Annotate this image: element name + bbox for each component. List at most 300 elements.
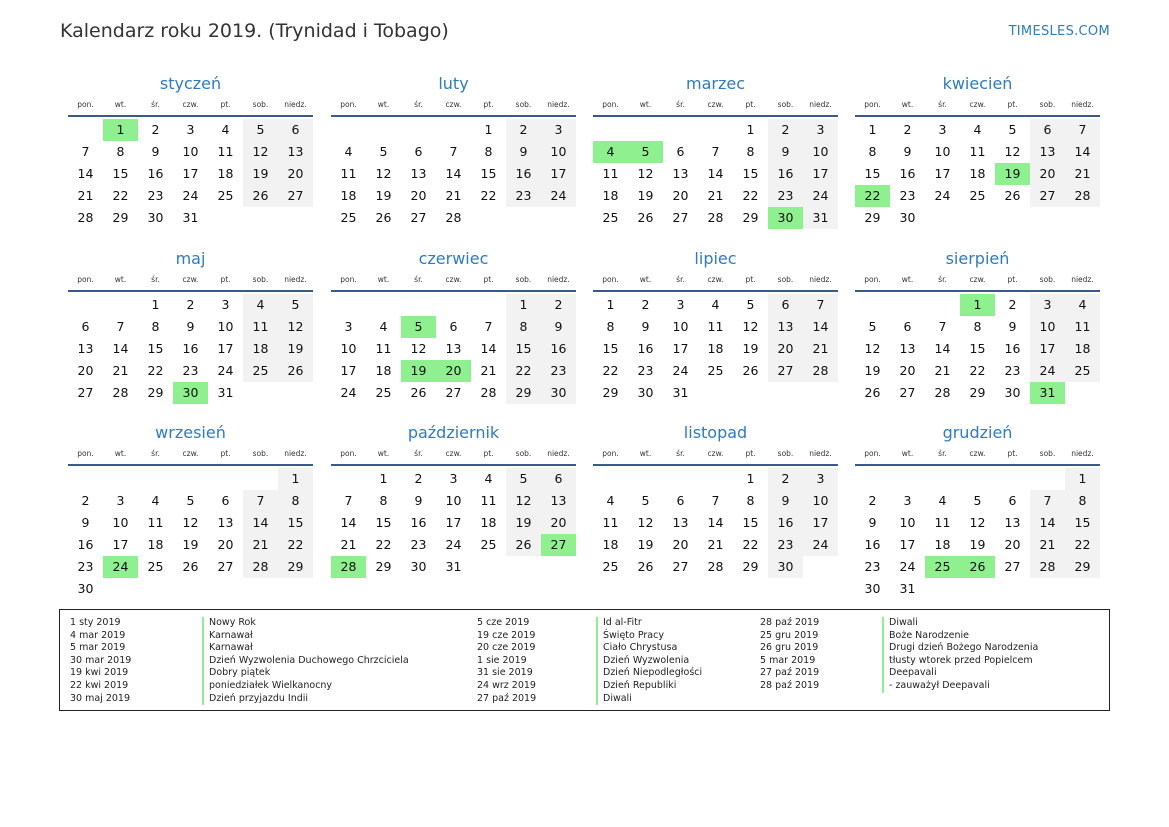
weekday-label: czw.	[707, 275, 724, 284]
holiday-date: 31 sie 2019	[477, 667, 533, 679]
day-cell: 7	[484, 319, 493, 334]
day-cell: 2	[151, 122, 160, 137]
day-cell: 18	[243, 338, 278, 360]
day-cell: 4	[221, 122, 230, 137]
day-cell: 3	[449, 471, 458, 486]
holiday-marker	[596, 617, 598, 705]
weekday-label: sob.	[1039, 100, 1056, 109]
day-cell: 5	[278, 294, 313, 316]
day-cell: 27	[77, 385, 94, 400]
holiday-name: Dzień Republiki	[603, 679, 677, 691]
day-cell: 19	[969, 537, 986, 552]
weekday-label: pt.	[220, 100, 231, 109]
holiday-marker	[202, 617, 204, 705]
day-cell: 11	[1065, 316, 1100, 338]
day-grid	[593, 119, 838, 229]
empty-cell	[436, 294, 471, 316]
day-cell: 12	[506, 490, 541, 512]
day-cell: 23	[410, 537, 427, 552]
day-cell: 22	[375, 537, 392, 552]
holiday-date: 27 paź 2019	[477, 692, 537, 704]
holiday-name: Dzień przyjazdu Indii	[209, 692, 309, 704]
day-cell: 22	[742, 188, 759, 203]
day-cell: 15	[969, 341, 986, 356]
day-cell: 19	[637, 537, 654, 552]
day-cell: 10	[803, 141, 838, 163]
weekday-label: śr.	[414, 449, 423, 458]
day-cell: 26	[506, 534, 541, 556]
day-cell: 6	[449, 319, 458, 334]
weekday-label: czw.	[969, 100, 986, 109]
day-cell: 26	[410, 385, 427, 400]
empty-cell	[331, 294, 366, 316]
weekday-label: pt.	[745, 275, 756, 284]
holiday-name: Święto Pracy	[603, 629, 664, 641]
holiday-date: 1 sty 2019	[70, 617, 121, 628]
day-cell: 19	[637, 188, 654, 203]
empty-cell	[1030, 468, 1065, 490]
day-cell: 21	[803, 338, 838, 360]
day-cell: 3	[186, 122, 195, 137]
day-cell: 19	[243, 163, 278, 185]
day-cell: 2	[768, 468, 803, 490]
day-cell: 26	[864, 385, 881, 400]
day-cell: 3	[803, 468, 838, 490]
day-cell: 27	[1030, 185, 1065, 207]
day-cell: 30	[768, 556, 803, 578]
day-cell: 16	[147, 166, 164, 181]
day-cell: 22	[480, 188, 497, 203]
day-cell: 9	[186, 319, 195, 334]
holiday-name: Dzień Niepodległości	[603, 667, 703, 679]
day-cell: 10	[1030, 316, 1065, 338]
day-cell: 6	[903, 319, 912, 334]
empty-cell	[436, 119, 471, 141]
holiday-day-cell: 27	[541, 534, 576, 556]
day-cell: 24	[1030, 360, 1065, 382]
day-cell: 21	[243, 534, 278, 556]
weekday-label: sob.	[1039, 449, 1056, 458]
day-cell: 20	[1030, 163, 1065, 185]
empty-cell	[698, 468, 733, 490]
day-cell: 25	[375, 385, 392, 400]
day-cell: 6	[676, 493, 685, 508]
day-cell: 26	[182, 559, 199, 574]
weekday-label: pon.	[864, 275, 881, 284]
day-cell: 15	[742, 166, 759, 181]
holiday-name: Id al-Fitr	[603, 617, 642, 628]
day-cell: 19	[506, 512, 541, 534]
day-cell: 11	[243, 316, 278, 338]
day-cell: 15	[480, 166, 497, 181]
month-name: listopad	[683, 423, 748, 442]
day-cell: 16	[899, 166, 916, 181]
weekday-label: niedz.	[284, 100, 307, 109]
day-cell: 16	[182, 341, 199, 356]
weekday-label: pt.	[1007, 100, 1018, 109]
weekday-label: pon.	[602, 449, 619, 458]
weekday-label: pon.	[77, 449, 94, 458]
day-cell: 8	[606, 319, 615, 334]
day-cell: 21	[112, 363, 129, 378]
holiday-name: Nowy Rok	[209, 617, 256, 628]
day-cell: 12	[278, 316, 313, 338]
day-cell: 13	[77, 341, 94, 356]
weekday-header	[68, 446, 313, 466]
day-cell: 22	[742, 537, 759, 552]
page-title: Kalendarz roku 2019. (Trynidad i Tobago)	[60, 20, 449, 42]
holiday-marker	[882, 617, 884, 693]
day-cell: 11	[602, 166, 619, 181]
empty-cell	[663, 119, 698, 141]
weekday-label: sob.	[777, 449, 794, 458]
day-cell: 7	[449, 144, 458, 159]
weekday-label: niedz.	[284, 275, 307, 284]
day-cell: 24	[340, 385, 357, 400]
day-cell: 20	[899, 363, 916, 378]
weekday-label: pt.	[220, 449, 231, 458]
weekday-label: sob.	[515, 100, 532, 109]
holiday-date: 20 cze 2019	[477, 642, 536, 654]
day-cell: 1	[606, 297, 615, 312]
day-cell: 9	[151, 144, 160, 159]
empty-cell	[593, 468, 628, 490]
holiday-day-cell: 22	[855, 185, 890, 207]
weekday-label: śr.	[676, 275, 685, 284]
day-cell: 19	[864, 363, 881, 378]
day-cell: 13	[410, 166, 427, 181]
day-cell: 21	[1030, 534, 1065, 556]
weekday-label: pon.	[602, 100, 619, 109]
day-cell: 24	[182, 188, 199, 203]
holiday-name: Dzień Wyzwolenia	[603, 654, 690, 666]
day-cell: 17	[445, 515, 462, 530]
weekday-label: pon.	[864, 100, 881, 109]
day-cell: 29	[864, 210, 881, 225]
holiday-day-cell: 20	[436, 360, 471, 382]
day-cell: 20	[541, 512, 576, 534]
holiday-name: Karnawał	[209, 629, 253, 641]
weekday-label: niedz.	[547, 275, 570, 284]
day-cell: 1	[868, 122, 877, 137]
day-cell: 12	[637, 166, 654, 181]
day-cell: 10	[340, 341, 357, 356]
day-cell: 20	[768, 338, 803, 360]
holiday-name: - zauważył Deepavali	[889, 679, 990, 691]
day-cell: 3	[116, 493, 125, 508]
day-cell: 30	[864, 581, 881, 596]
day-cell: 16	[864, 537, 881, 552]
weekday-header	[855, 446, 1100, 466]
day-cell: 22	[112, 188, 129, 203]
day-grid	[331, 119, 576, 229]
empty-cell	[593, 119, 628, 141]
holiday-name: Boże Narodzenie	[889, 629, 969, 641]
empty-cell	[698, 119, 733, 141]
day-cell: 27	[768, 360, 803, 382]
day-cell: 26	[375, 210, 392, 225]
day-cell: 11	[147, 515, 164, 530]
day-cell: 2	[541, 294, 576, 316]
day-cell: 1	[1065, 468, 1100, 490]
day-cell: 29	[112, 210, 129, 225]
day-cell: 3	[541, 119, 576, 141]
weekday-label: śr.	[938, 275, 947, 284]
day-cell: 14	[803, 316, 838, 338]
day-cell: 8	[379, 493, 388, 508]
empty-cell	[366, 294, 401, 316]
empty-cell	[401, 294, 436, 316]
day-cell: 12	[410, 341, 427, 356]
weekday-label: czw.	[445, 100, 462, 109]
day-cell: 25	[969, 188, 986, 203]
day-cell: 24	[672, 363, 689, 378]
day-cell: 6	[414, 144, 423, 159]
weekday-label: sob.	[252, 275, 269, 284]
empty-cell	[173, 468, 208, 490]
day-cell: 23	[637, 363, 654, 378]
weekday-label: wt.	[901, 100, 914, 109]
day-cell: 18	[375, 363, 392, 378]
empty-cell	[366, 119, 401, 141]
day-cell: 21	[77, 188, 94, 203]
day-grid	[68, 119, 313, 229]
day-cell: 13	[1004, 515, 1021, 530]
day-cell: 10	[934, 144, 951, 159]
day-cell: 25	[217, 188, 234, 203]
day-cell: 6	[81, 319, 90, 334]
day-cell: 22	[602, 363, 619, 378]
day-cell: 26	[742, 363, 759, 378]
day-cell: 1	[506, 294, 541, 316]
day-cell: 22	[147, 363, 164, 378]
holiday-day-cell: 4	[593, 141, 628, 163]
day-grid	[331, 468, 576, 578]
day-cell: 21	[340, 537, 357, 552]
day-cell: 1	[746, 471, 755, 486]
day-cell: 2	[641, 297, 650, 312]
day-cell: 18	[340, 188, 357, 203]
weekday-label: wt.	[377, 449, 390, 458]
empty-cell	[243, 468, 278, 490]
holiday-name: Deepavali	[889, 667, 937, 679]
day-cell: 27	[278, 185, 313, 207]
day-cell: 29	[147, 385, 164, 400]
day-cell: 25	[147, 559, 164, 574]
holiday-date: 5 cze 2019	[477, 617, 530, 628]
day-cell: 10	[182, 144, 199, 159]
day-cell: 24	[445, 537, 462, 552]
day-cell: 2	[903, 122, 912, 137]
weekday-label: pon.	[864, 449, 881, 458]
day-cell: 31	[445, 559, 462, 574]
day-cell: 15	[147, 341, 164, 356]
weekday-label: sob.	[252, 449, 269, 458]
holiday-day-cell: 28	[331, 556, 366, 578]
day-cell: 18	[217, 166, 234, 181]
day-cell: 7	[1065, 119, 1100, 141]
day-cell: 28	[445, 210, 462, 225]
day-cell: 5	[641, 493, 650, 508]
empty-cell	[401, 119, 436, 141]
day-cell: 24	[541, 185, 576, 207]
holiday-date: 24 wrz 2019	[477, 679, 536, 691]
day-cell: 3	[938, 122, 947, 137]
day-cell: 14	[445, 166, 462, 181]
weekday-label: niedz.	[809, 275, 832, 284]
day-cell: 23	[1004, 363, 1021, 378]
day-cell: 5	[746, 297, 755, 312]
holiday-name: Karnawał	[209, 642, 253, 654]
brand-link[interactable]: TIMESLES.COM	[1008, 24, 1110, 39]
day-cell: 28	[112, 385, 129, 400]
day-cell: 23	[768, 185, 803, 207]
day-cell: 28	[1065, 185, 1100, 207]
weekday-label: pon.	[602, 275, 619, 284]
weekday-header	[331, 97, 576, 117]
day-cell: 17	[217, 341, 234, 356]
day-cell: 5	[243, 119, 278, 141]
empty-cell	[628, 119, 663, 141]
empty-cell	[855, 468, 890, 490]
day-cell: 14	[707, 166, 724, 181]
holiday-date: 26 gru 2019	[760, 642, 819, 654]
day-cell: 23	[864, 559, 881, 574]
weekday-label: czw.	[445, 275, 462, 284]
day-grid	[68, 294, 313, 404]
month-czerwiec	[331, 249, 576, 404]
month-styczeń	[68, 74, 313, 229]
day-cell: 28	[1030, 556, 1065, 578]
weekday-label: pon.	[340, 275, 357, 284]
day-grid	[593, 468, 838, 578]
day-cell: 7	[938, 319, 947, 334]
day-cell: 5	[186, 493, 195, 508]
day-cell: 15	[742, 515, 759, 530]
day-cell: 14	[707, 515, 724, 530]
weekday-label: wt.	[377, 275, 390, 284]
day-cell: 17	[1030, 338, 1065, 360]
day-cell: 29	[1065, 556, 1100, 578]
day-cell: 8	[973, 319, 982, 334]
day-cell: 20	[217, 537, 234, 552]
weekday-label: śr.	[414, 275, 423, 284]
holiday-date: 19 cze 2019	[477, 629, 536, 641]
day-cell: 15	[375, 515, 392, 530]
holiday-day-cell: 31	[1030, 382, 1065, 404]
day-cell: 20	[77, 363, 94, 378]
holiday-list	[59, 609, 1110, 711]
day-cell: 22	[278, 534, 313, 556]
day-cell: 23	[147, 188, 164, 203]
day-cell: 30	[77, 581, 94, 596]
day-cell: 16	[506, 163, 541, 185]
weekday-label: wt.	[901, 275, 914, 284]
day-cell: 30	[410, 559, 427, 574]
day-cell: 30	[899, 210, 916, 225]
empty-cell	[103, 468, 138, 490]
day-cell: 7	[711, 493, 720, 508]
day-cell: 21	[707, 188, 724, 203]
holiday-dates-col-3	[760, 617, 819, 693]
holiday-date: 30 mar 2019	[70, 654, 132, 666]
day-cell: 21	[1065, 163, 1100, 185]
day-cell: 9	[1008, 319, 1017, 334]
holiday-date: 28 paź 2019	[760, 617, 820, 628]
weekday-label: sob.	[1039, 275, 1056, 284]
weekday-header	[68, 272, 313, 292]
month-październik	[331, 423, 576, 578]
day-cell: 11	[375, 341, 392, 356]
holiday-name: Dzień Wyzwolenia Duchowego Chrzciciela	[209, 654, 409, 666]
day-cell: 31	[803, 207, 838, 229]
day-cell: 21	[934, 363, 951, 378]
day-cell: 4	[606, 493, 615, 508]
day-cell: 5	[379, 144, 388, 159]
day-cell: 17	[934, 166, 951, 181]
day-cell: 8	[868, 144, 877, 159]
weekday-label: śr.	[938, 449, 947, 458]
day-cell: 4	[484, 471, 493, 486]
holiday-date: 25 gru 2019	[760, 629, 819, 641]
day-cell: 7	[1030, 490, 1065, 512]
day-cell: 7	[81, 144, 90, 159]
day-cell: 13	[1030, 141, 1065, 163]
day-cell: 13	[541, 490, 576, 512]
day-cell: 3	[803, 119, 838, 141]
day-cell: 22	[1065, 534, 1100, 556]
weekday-header	[593, 272, 838, 292]
day-cell: 31	[182, 210, 199, 225]
holiday-names-col-2	[603, 617, 702, 705]
day-cell: 10	[803, 490, 838, 512]
weekday-label: pon.	[340, 100, 357, 109]
weekday-label: pt.	[745, 449, 756, 458]
weekday-label: niedz.	[1071, 275, 1094, 284]
weekday-label: wt.	[639, 275, 652, 284]
day-cell: 29	[506, 382, 541, 404]
weekday-header	[855, 97, 1100, 117]
holiday-date: 5 mar 2019	[70, 642, 126, 654]
day-cell: 18	[707, 341, 724, 356]
day-cell: 13	[445, 341, 462, 356]
empty-cell	[471, 294, 506, 316]
month-name: marzec	[685, 74, 745, 93]
day-cell: 1	[746, 122, 755, 137]
day-cell: 29	[742, 559, 759, 574]
day-cell: 8	[746, 144, 755, 159]
weekday-header	[331, 272, 576, 292]
day-cell: 27	[672, 559, 689, 574]
day-cell: 9	[768, 141, 803, 163]
day-cell: 15	[506, 338, 541, 360]
day-cell: 31	[217, 385, 234, 400]
holiday-name: tłusty wtorek przed Popielcem	[889, 654, 1033, 666]
weekday-header	[68, 97, 313, 117]
day-cell: 16	[768, 163, 803, 185]
weekday-label: pon.	[77, 100, 94, 109]
month-name: październik	[407, 423, 500, 442]
day-cell: 1	[278, 468, 313, 490]
weekday-label: niedz.	[547, 449, 570, 458]
day-cell: 12	[1004, 144, 1021, 159]
holiday-day-cell: 19	[401, 360, 436, 382]
day-cell: 11	[602, 515, 619, 530]
day-cell: 9	[903, 144, 912, 159]
day-cell: 28	[480, 385, 497, 400]
weekday-label: czw.	[969, 275, 986, 284]
holiday-dates-col-2	[477, 617, 536, 705]
